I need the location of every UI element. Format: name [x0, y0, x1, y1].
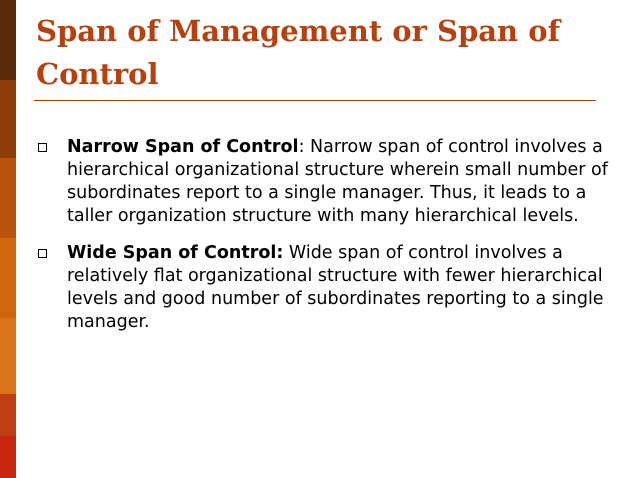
accent-bar [0, 0, 16, 478]
bullet-item [38, 136, 628, 228]
bullet-term: Narrow Span of Control [67, 137, 299, 157]
accent-segment [0, 436, 16, 478]
bullet-item [38, 242, 628, 334]
bullet-separator: : [298, 137, 305, 157]
bullet-term: Wide Span of Control: [67, 243, 284, 263]
accent-segment [0, 238, 16, 318]
accent-segment [0, 80, 16, 158]
accent-segment [0, 318, 16, 394]
bullet-text: Narrow span of control involves a hierarchical organizational structure wherein small number of subordinates report to a single manager. Thus, it leads to a taller organization structure with many hierarchical levels. [67, 137, 608, 226]
bullet-list [38, 136, 628, 348]
square-bullet-icon [38, 249, 47, 258]
accent-segment [0, 0, 16, 80]
accent-segment [0, 394, 16, 436]
square-bullet-icon [38, 143, 47, 152]
bullet-text: Wide span of control involves a relatively flat organizational structure with fewer hierarchical levels and good number of subordinates reporting to a single manager. [67, 243, 604, 332]
title-underline [34, 100, 596, 101]
accent-segment [0, 158, 16, 238]
slide-title: Span of Management or Span of Control [36, 14, 561, 91]
